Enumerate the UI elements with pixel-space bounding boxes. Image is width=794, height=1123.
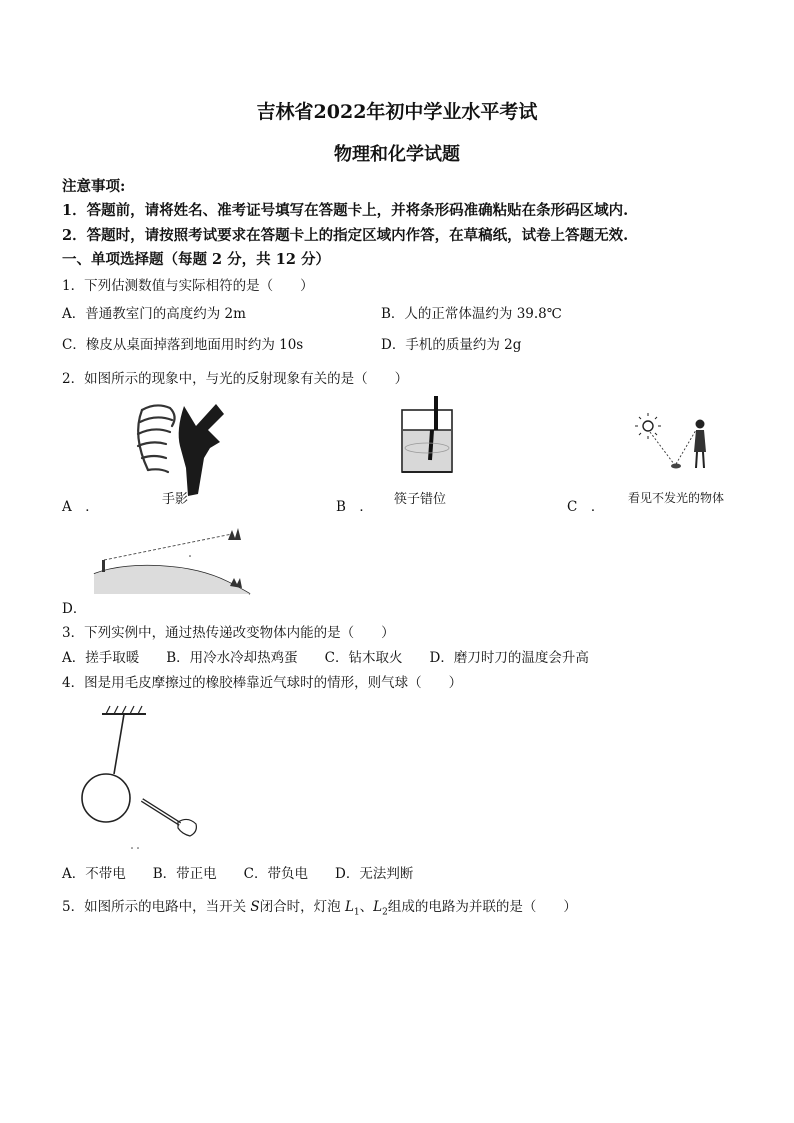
section-heading: 一、单项选择题（每题 2 分，共 12 分） bbox=[62, 251, 330, 268]
q1-option-c: C．橡皮从桌面掉落到地面用时约为 10s bbox=[62, 337, 304, 353]
exam-title: 吉林省2022年初中学业水平考试 bbox=[256, 101, 538, 123]
q2-option-b-label: B ． bbox=[336, 499, 373, 515]
q5-stem-part-c: 组成的电路为并联的是（ ） bbox=[387, 899, 577, 915]
q2-caption-c: 看见不发光的物体 bbox=[628, 491, 725, 505]
exam-subtitle: 物理和化学试题 bbox=[334, 144, 460, 165]
balloon-rod-figure bbox=[72, 700, 232, 856]
q4-stem: 4．图是用毛皮摩擦过的橡胶棒靠近气球时的情形，则气球（ ） bbox=[62, 675, 463, 691]
q5-lamp1-symbol: L bbox=[344, 899, 354, 915]
q5-switch-symbol: S bbox=[250, 899, 260, 915]
q5-separator: 、 bbox=[359, 899, 374, 915]
chopstick-glass-figure bbox=[392, 396, 462, 480]
q2-stem: 2．如图所示的现象中，与光的反射现象有关的是（ ） bbox=[62, 371, 409, 387]
q5-lamp2-symbol: L bbox=[373, 899, 383, 915]
q1-stem: 1．下列估测数值与实际相符的是（ ） bbox=[62, 278, 314, 294]
notice-item-2: 2．答题时，请按照考试要求在答题卡上的指定区域内作答，在草稿纸，试卷上答题无效. bbox=[62, 227, 629, 244]
seeing-object-figure bbox=[628, 412, 720, 482]
q5-lamp2-subscript: 2 bbox=[382, 907, 388, 918]
q5-stem-part-a: 5．如图所示的电路中，当开关 bbox=[62, 899, 251, 915]
q1-option-b: B．人的正常体温约为 39.8℃ bbox=[381, 306, 562, 322]
notice-item-1: 1．答题前，请将姓名、准考证号填写在答题卡上，并将条形码准确粘贴在条形码区域内. bbox=[62, 202, 629, 219]
q3-options: A．搓手取暖 B．用冷水冷却热鸡蛋 C．钻木取火 D．磨刀时刀的温度会升高 bbox=[62, 650, 589, 666]
q5-stem-part-b: 闭合时，灯泡 bbox=[259, 899, 345, 915]
q2-caption-a: 手影 bbox=[162, 492, 189, 507]
q2-option-a-label: A ． bbox=[62, 499, 99, 515]
q4-options: A．不带电 B．带正电 C．带负电 D．无法判断 bbox=[62, 866, 414, 882]
notice-heading: 注意事项: bbox=[62, 178, 126, 195]
q3-stem: 3．下列实例中，通过热传递改变物体内能的是（ ） bbox=[62, 625, 395, 641]
q5-lamp1-subscript: 1 bbox=[353, 907, 360, 918]
q2-caption-b: 筷子错位 bbox=[394, 492, 447, 507]
q2-option-d-label: D． bbox=[62, 601, 87, 617]
q5-stem bbox=[62, 895, 577, 918]
q1-option-a: A．普通教室门的高度约为 2m bbox=[62, 306, 246, 322]
q1-option-d: D．手机的质量约为 2g bbox=[381, 337, 522, 353]
q2-option-c-label: C ． bbox=[567, 499, 605, 515]
landscape-figure bbox=[90, 520, 260, 602]
